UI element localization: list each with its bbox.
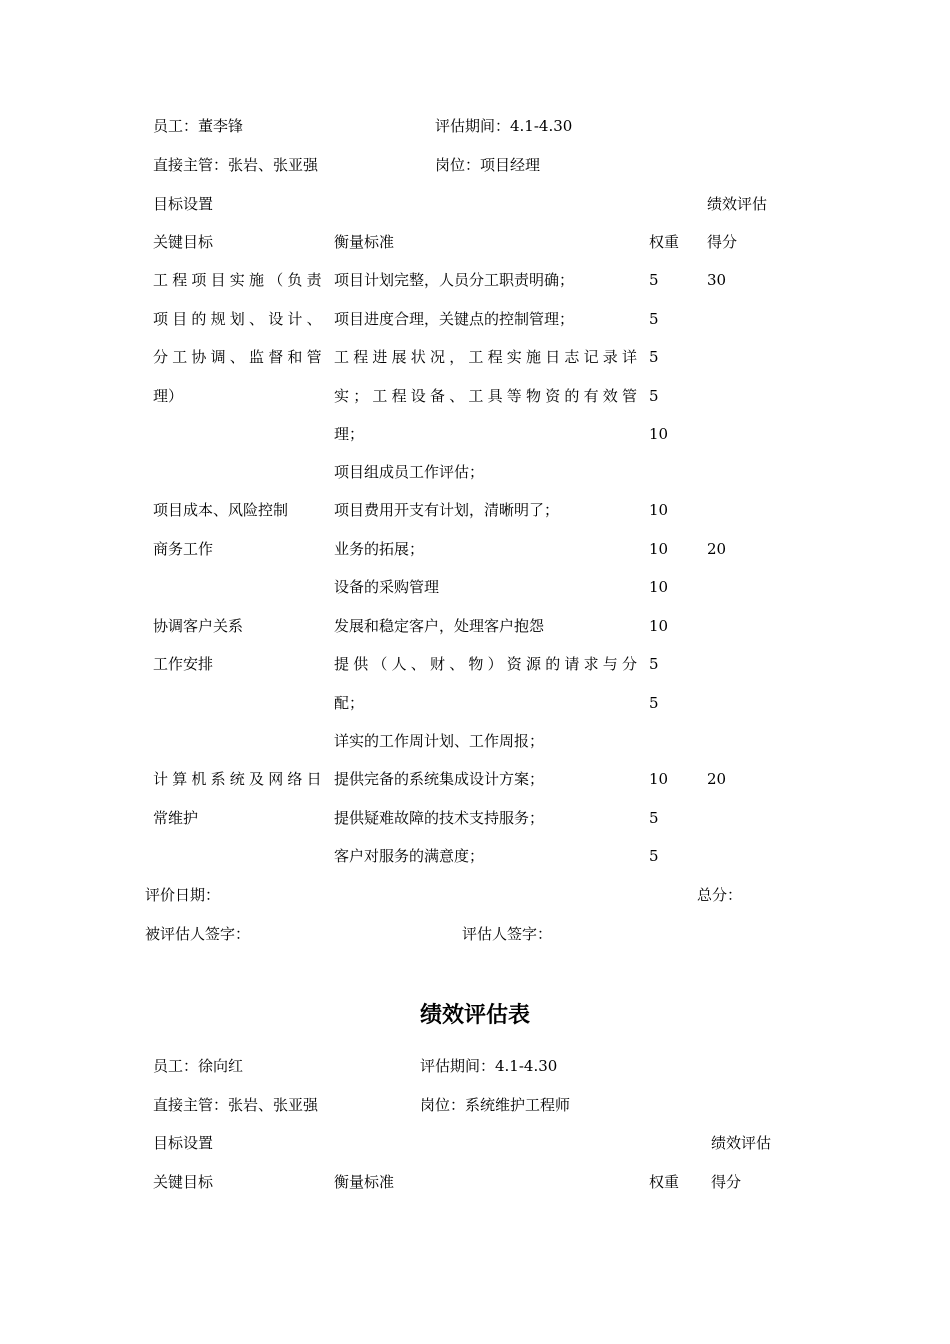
perf-eval-heading: 绩效评估 xyxy=(707,195,768,213)
row-measure: 理； xyxy=(334,425,365,443)
period-label: 评估期间：4.1-4.30 xyxy=(435,117,573,135)
row-measure: 发展和稳定客户，处理客户抱怨 xyxy=(334,617,545,635)
row-weight: 5 xyxy=(649,655,659,673)
row-measure: 业务的拓展； xyxy=(334,540,425,558)
row-key: 商务工作 xyxy=(153,540,214,558)
row-measure: 项目计划完整，人员分工职责明确； xyxy=(334,271,575,289)
row-weight: 10 xyxy=(649,578,669,596)
row-key: 项目成本、风险控制 xyxy=(153,501,289,519)
row-measure: 配； xyxy=(334,694,365,712)
employee-label: 员工：董李锋 xyxy=(153,117,244,135)
row-measure: 项目进度合理，关键点的控制管理； xyxy=(334,310,575,328)
row-measure: 详实的工作周计划、工作周报； xyxy=(334,732,545,750)
total-score-label: 总分： xyxy=(697,886,743,904)
row-key: 常维护 xyxy=(153,809,199,827)
row-weight: 5 xyxy=(649,847,659,865)
supervisor-label: 直接主管：张岩、张亚强 xyxy=(153,156,319,174)
period-label: 评估期间：4.1-4.30 xyxy=(420,1057,558,1075)
row-weight: 10 xyxy=(649,540,669,558)
col-key-header: 关键目标 xyxy=(153,1173,214,1191)
evaluator-signature-label: 评估人签字： xyxy=(462,925,553,943)
perf-eval-heading: 绩效评估 xyxy=(711,1134,772,1152)
col-weight-header: 权重 xyxy=(649,233,680,251)
row-weight: 10 xyxy=(649,501,669,519)
col-measure-header: 衡量标准 xyxy=(334,1173,395,1191)
row-measure: 提供疑难故障的技术支持服务； xyxy=(334,809,545,827)
row-weight: 5 xyxy=(649,310,659,328)
goal-setting-heading: 目标设置 xyxy=(153,195,214,213)
form-title: 绩效评估表 xyxy=(419,1002,530,1028)
row-weight: 10 xyxy=(649,425,669,443)
col-weight-header: 权重 xyxy=(649,1173,680,1191)
row-measure: 提供（人、财、物）资源的请求与分 xyxy=(334,655,642,673)
row-measure: 项目组成员工作评估； xyxy=(334,463,485,481)
row-key: 分工协调、监督和管 xyxy=(153,348,326,366)
row-weight: 5 xyxy=(649,387,659,405)
row-measure: 设备的采购管理 xyxy=(334,578,440,596)
row-score: 20 xyxy=(707,540,727,558)
row-key: 计算机系统及网络日 xyxy=(153,770,326,788)
row-key: 理） xyxy=(153,387,184,405)
position-label: 岗位：项目经理 xyxy=(435,156,541,174)
eval-date-label: 评价日期： xyxy=(145,886,221,904)
supervisor-label: 直接主管：张岩、张亚强 xyxy=(153,1096,319,1114)
col-measure-header: 衡量标准 xyxy=(334,233,395,251)
row-key: 项目的规划、设计、 xyxy=(153,310,326,328)
employee-label: 员工：徐向红 xyxy=(153,1057,244,1075)
row-weight: 5 xyxy=(649,348,659,366)
row-weight: 5 xyxy=(649,694,659,712)
row-measure: 提供完备的系统集成设计方案； xyxy=(334,770,545,788)
row-measure: 项目费用开支有计划，清晰明了； xyxy=(334,501,560,519)
row-weight: 5 xyxy=(649,271,659,289)
row-weight: 10 xyxy=(649,617,669,635)
row-key: 工作安排 xyxy=(153,655,214,673)
row-weight: 10 xyxy=(649,770,669,788)
row-key: 协调客户关系 xyxy=(153,617,244,635)
row-score: 20 xyxy=(707,770,727,788)
row-measure: 客户对服务的满意度； xyxy=(334,847,485,865)
position-label: 岗位：系统维护工程师 xyxy=(420,1096,571,1114)
evaluatee-signature-label: 被评估人签字： xyxy=(145,925,251,943)
col-score-header: 得分 xyxy=(707,233,738,251)
row-measure: 实；工程设备、工具等物资的有效管 xyxy=(334,387,642,405)
row-score: 30 xyxy=(707,271,727,289)
col-key-header: 关键目标 xyxy=(153,233,214,251)
row-weight: 5 xyxy=(649,809,659,827)
row-measure: 工程进展状况，工程实施日志记录详 xyxy=(334,348,642,366)
row-key: 工程项目实施（负责 xyxy=(153,271,326,289)
col-score-header: 得分 xyxy=(711,1173,742,1191)
goal-setting-heading: 目标设置 xyxy=(153,1134,214,1152)
